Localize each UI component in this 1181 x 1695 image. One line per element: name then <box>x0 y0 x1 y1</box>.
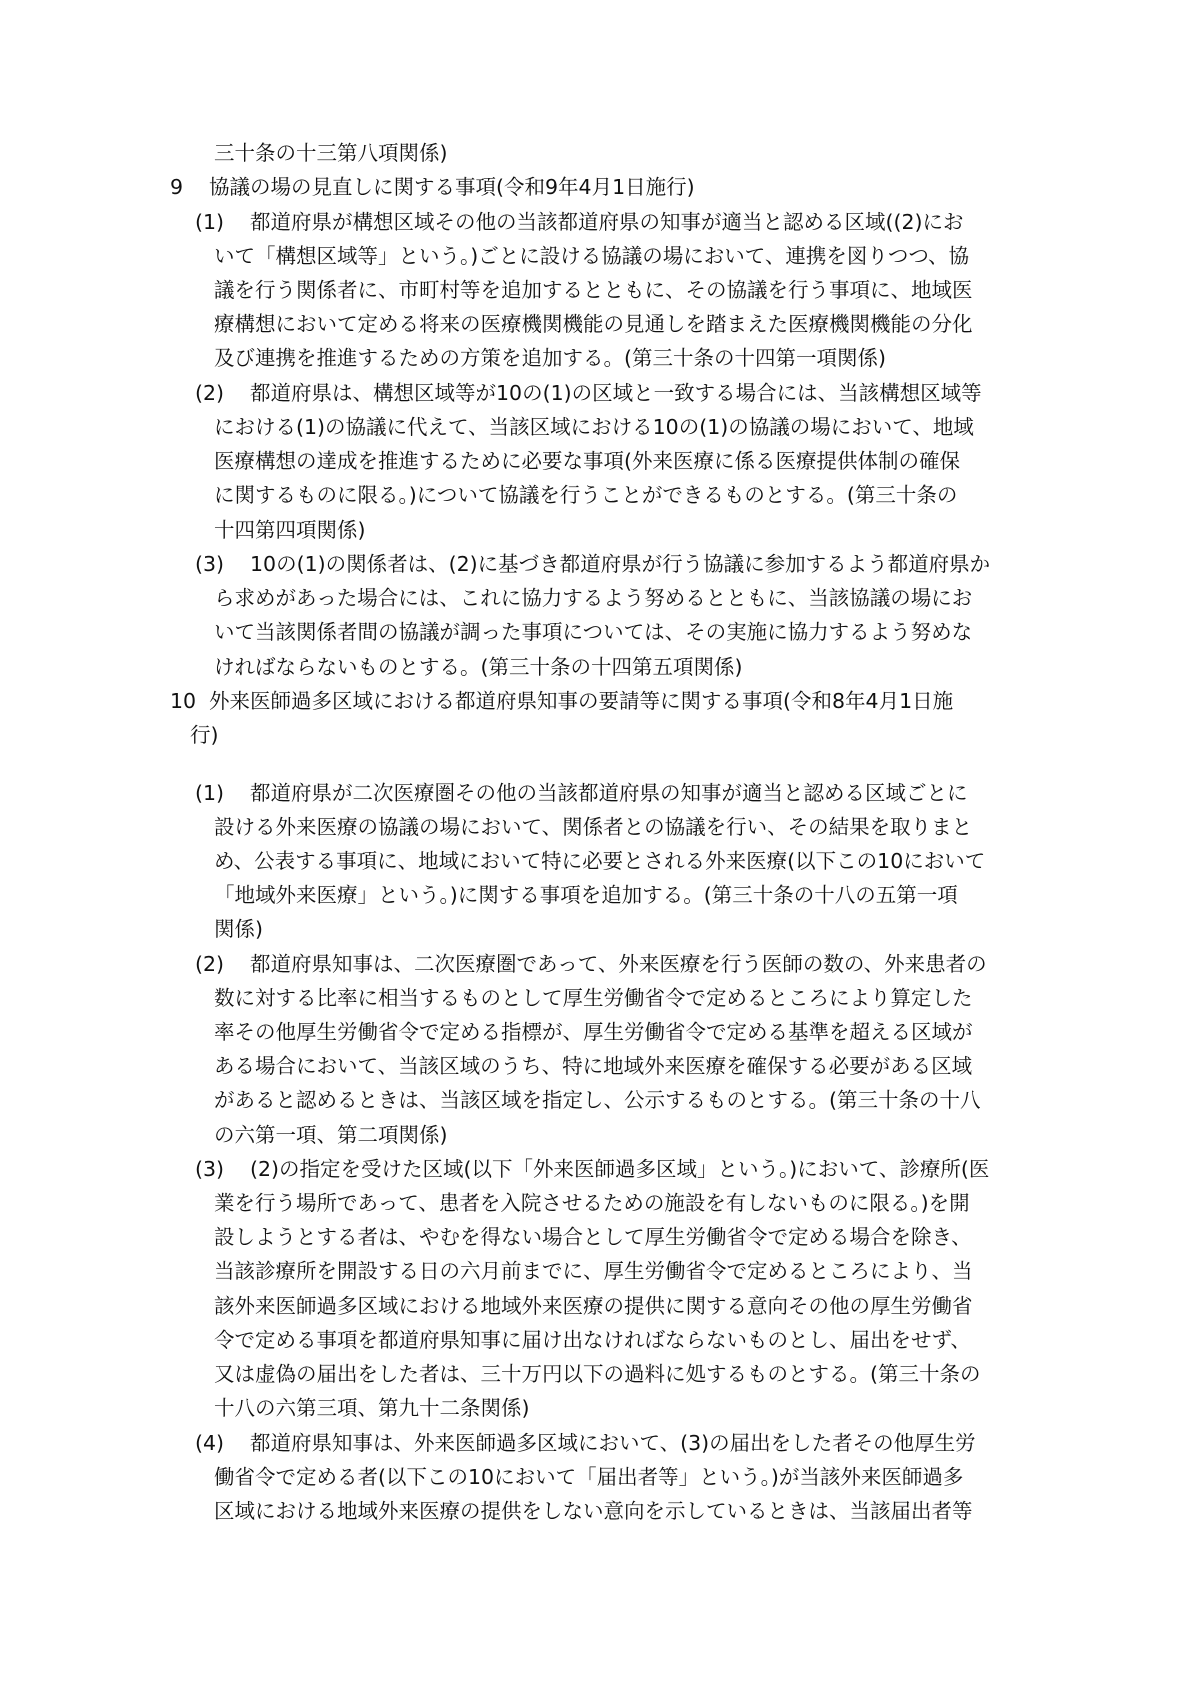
section-number: 9 <box>170 175 184 199</box>
line-text: 外来医師過多区域における都道府県知事の要請等に関する事項(令和8年4月1日施 <box>209 689 954 713</box>
item-number: (1) <box>195 210 225 234</box>
line-text: いて「構想区域等」という。)ごとに設ける協議の場において、連携を図りつつ、協 <box>214 244 970 268</box>
line-text: 率その他厚生労働省令で定める指標が、厚生労働省令で定める基準を超える区域が <box>214 1020 973 1044</box>
line-text: 区域における地域外来医療の提供をしない意向を示しているときは、当該届出者等 <box>214 1499 973 1523</box>
item-number: (2) <box>195 952 225 976</box>
line-text: 該外来医師過多区域における地域外来医療の提供に関する意向その他の厚生労働省 <box>214 1294 973 1318</box>
line-text: 十八の六第三項、第九十二条関係) <box>214 1396 530 1420</box>
line-text: 議を行う関係者に、市町村等を追加するとともに、その協議を行う事項に、地域医 <box>214 278 973 302</box>
item-number: (4) <box>195 1431 225 1455</box>
line-text: 医療構想の達成を推進するために必要な事項(外来医療に係る医療提供体制の確保 <box>214 449 960 473</box>
line-text: いて当該関係者間の協議が調った事項については、その実施に協力するよう努めな <box>214 620 973 644</box>
item-number: (1) <box>195 781 225 805</box>
line-text: 療構想において定める将来の医療機関機能の見通しを踏まえた医療機関機能の分化 <box>214 312 973 336</box>
line-text: 働省令で定める者(以下この10において「届出者等」という。)が当該外来医師過多 <box>214 1465 964 1489</box>
line-text: に関するものに限る。)について協議を行うことができるものとする。(第三十条の <box>214 483 958 507</box>
line-text: 都道府県知事は、外来医師過多区域において、(3)の届出をした者その他厚生労 <box>250 1431 976 1455</box>
line-text: め、公表する事項に、地域において特に必要とされる外来医療(以下この10において <box>214 849 986 873</box>
item-number: (3) <box>195 552 225 576</box>
line-text: ある場合において、当該区域のうち、特に地域外来医療を確保する必要がある区域 <box>214 1054 973 1078</box>
line-text: における(1)の協議に代えて、当該区域における10の(1)の協議の場において、地域 <box>214 415 974 439</box>
line-text: 都道府県が二次医療圏その他の当該都道府県の知事が適当と認める区域ごとに <box>250 781 968 805</box>
line-text: 「地域外来医療」という。)に関する事項を追加する。(第三十条の十八の五第一項 <box>214 883 958 907</box>
line-text: 当該診療所を開設する日の六月前までに、厚生労働省令で定めるところにより、当 <box>214 1259 973 1283</box>
line-text: があると認めるときは、当該区域を指定し、公示するものとする。(第三十条の十八 <box>214 1088 981 1112</box>
line-text: 十四第四項関係) <box>214 518 366 542</box>
item-number: (2) <box>195 381 225 405</box>
line-text: 10の(1)の関係者は、(2)に基づき都道府県が行う協議に参加するよう都道府県か <box>250 552 991 576</box>
line-text: の六第一項、第二項関係) <box>214 1123 448 1147</box>
line-text: 都道府県知事は、二次医療圏であって、外来医療を行う医師の数の、外来患者の <box>250 952 987 976</box>
line-text: 数に対する比率に相当するものとして厚生労働省令で定めるところにより算定した <box>214 986 973 1010</box>
line-text: 関係) <box>214 917 263 941</box>
line-text: 協議の場の見直しに関する事項(令和9年4月1日施行) <box>209 175 695 199</box>
line-text: ければならないものとする。(第三十条の十四第五項関係) <box>214 655 743 679</box>
line-text: (2)の指定を受けた区域(以下「外来医師過多区域」という。)において、診療所(医 <box>250 1157 990 1181</box>
line-text: 設しようとする者は、やむを得ない場合として厚生労働省令で定める場合を除き、 <box>214 1225 972 1249</box>
line-text: 設ける外来医療の協議の場において、関係者との協議を行い、その結果を取りまと <box>214 815 973 839</box>
line-text: 及び連携を推進するための方策を追加する。(第三十条の十四第一項関係) <box>214 346 886 370</box>
line-text: 令で定める事項を都道府県知事に届け出なければならないものとし、届出をせず、 <box>214 1328 971 1352</box>
item-number: (3) <box>195 1157 225 1181</box>
line-text: 都道府県が構想区域その他の当該都道府県の知事が適当と認める区域((2)にお <box>250 210 964 234</box>
line-text: ら求めがあった場合には、これに協力するよう努めるとともに、当該協議の場にお <box>214 586 973 610</box>
line-text: 又は虚偽の届出をした者は、三十万円以下の過料に処するものとする。(第三十条の <box>214 1362 981 1386</box>
line-text: 三十条の十三第八項関係) <box>214 141 448 165</box>
line-text: 都道府県は、構想区域等が10の(1)の区域と一致する場合には、当該構想区域等 <box>250 381 982 405</box>
line-text: 行) <box>190 723 219 747</box>
line-text: 業を行う場所であって、患者を入院させるための施設を有しないものに限る。)を開 <box>214 1191 970 1215</box>
section-number: 10 <box>170 689 197 713</box>
